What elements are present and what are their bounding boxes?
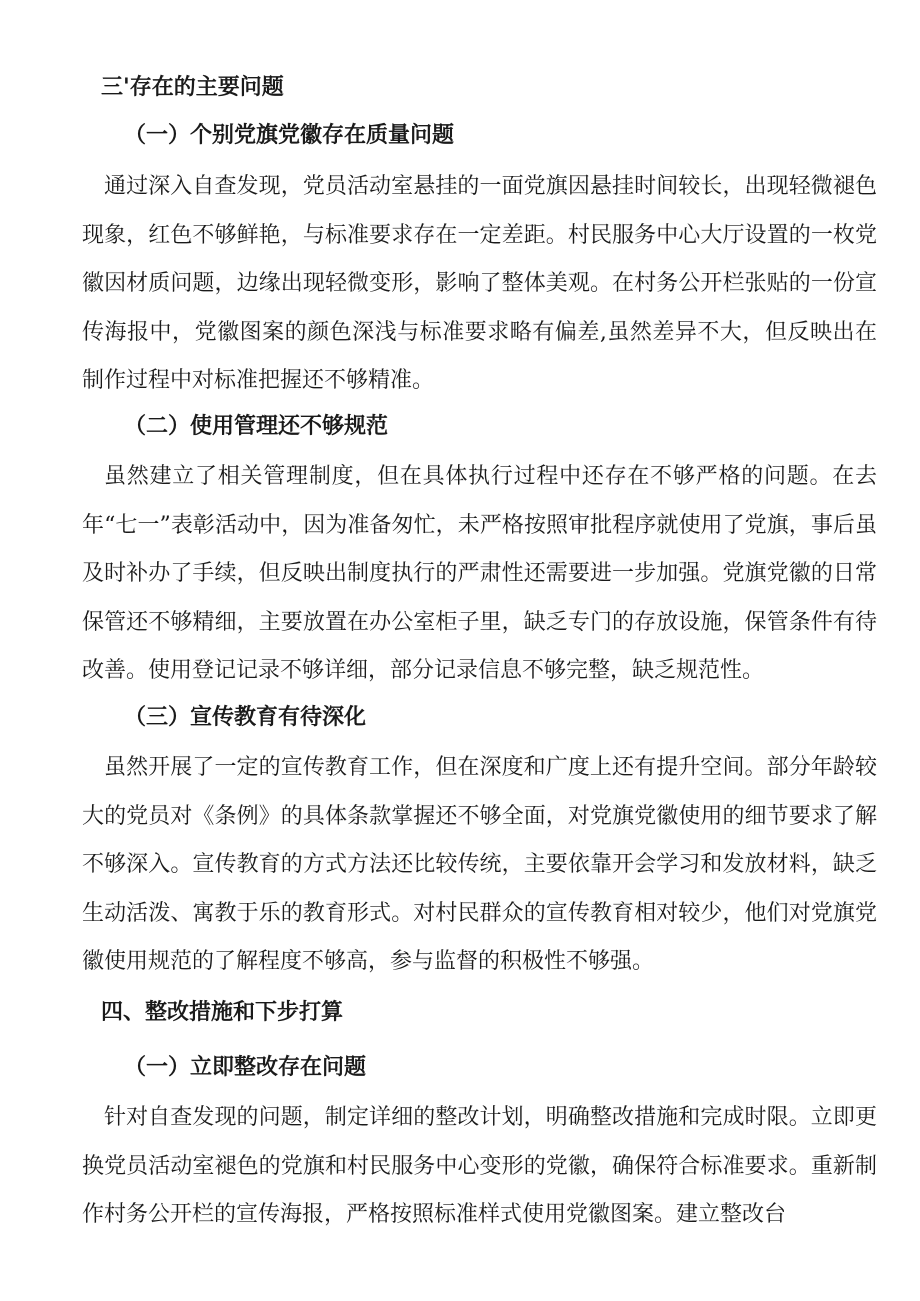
paragraph-3-2: 虽然建立了相关管理制度，但在具体执行过程中还存在不够严格的问题。在去年“七一”表彰活动中，因为准备匆忙，未严格按照审批程序就使用了党旗，事后虽及时补办了手续，但反映出制度执行的严肃性还需要进一步加强。党旗党徽的日常保管还不够精细，主要放置在办公室柜子里，缺乏专门的存放设施，保管条件有待改善。使用登记记录不够详细，部分记录信息不够完整，缺乏规范性。 [82,464,877,684]
paragraph-4-1: 针对自查发现的问题，制定详细的整改计划，明确整改措施和完成时限。立即更换党员活动室褪色的党旗和村民服务中心变形的党徽，确保符合标准要求。重新制作村务公开栏的宣传海报，严格按照标准样式使用党徽图案。建立整改台 [82,1105,877,1228]
paragraph-3-1: 通过深入自查发现，党员活动室悬挂的一面党旗因悬挂时间较长，出现轻微褪色现象，红色不够鲜艳，与标准要求存在一定差距。村民服务中心大厅设置的一枚党徽因材质问题，边缘出现轻微变形，影响了整体美观。在村务公开栏张贴的一份宣传海报中，党徽图案的颜色深浅与标准要求略有偏差,虽然差异不大，但反映出在制作过程中对标准把握还不够精准。 [82,174,877,394]
subsection-heading-3-1: （一）个别党旗党徽存在质量问题 [124,123,455,148]
paragraph-3-3: 虽然开展了一定的宣传教育工作，但在深度和广度上还有提升空间。部分年龄较大的党员对《条例》的具体条款掌握还不够全面，对党旗党徽使用的细节要求了解不够深入。宣传教育的方式方法还比较传统，主要依靠开会学习和发放材料，缺乏生动活泼、寓教于乐的教育形式。对村民群众的宣传教育相对较少，他们对党旗党徽使用规范的了解程度不够高，参与监督的积极性不够强。 [82,755,877,975]
section-heading-4: 四、整改措施和下步打算 [101,1000,344,1025]
section-heading-3: 三'存在的主要问题 [101,75,284,100]
subsection-heading-3-2: （二）使用管理还不够规范 [124,414,389,439]
subsection-heading-4-1: （一）立即整改存在问题 [124,1055,367,1080]
subsection-heading-3-3: （三）宣传教育有待深化 [124,705,367,730]
